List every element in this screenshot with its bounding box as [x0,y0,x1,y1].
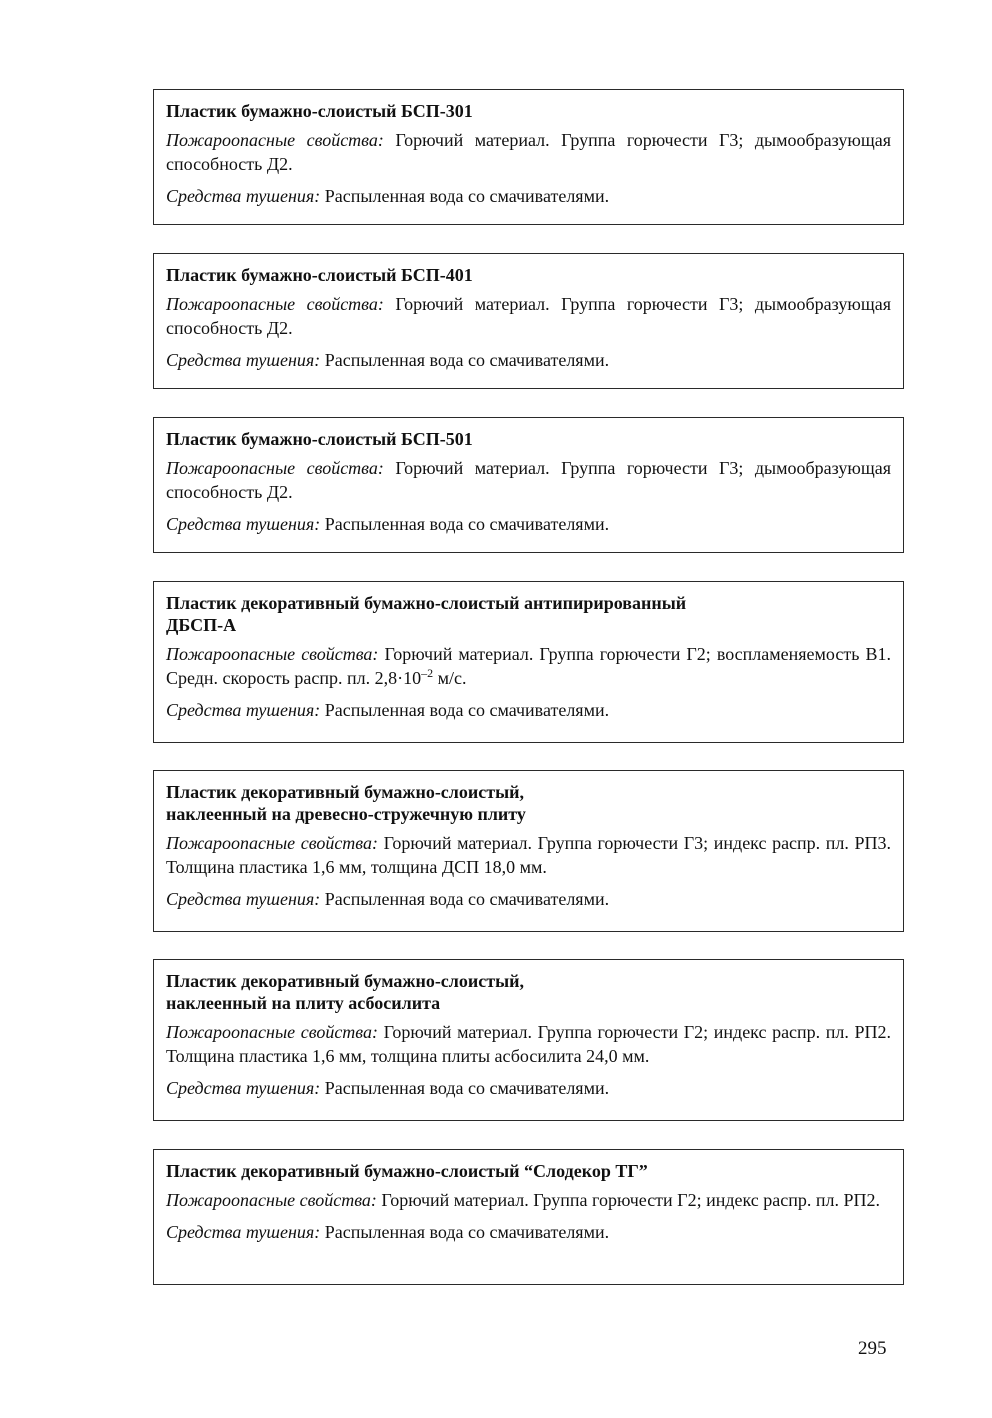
entry-title-line2: наклеенный на древесно-стружечную плиту [166,804,526,824]
extinguishing-means [166,348,891,372]
entry-title: Пластик бумажно-слоистый БСП-301 [166,101,473,121]
extinguishing-label: Средства тушения: [166,350,321,370]
fire-properties-label: Пожароопасные свойства: [166,833,378,853]
entry-decorative-on-chipboard [153,770,904,932]
entry-title [166,592,891,636]
exponent: –2 [421,666,434,680]
entry-title-line1: Пластик декоративный бумажно-слоистый, [166,782,525,802]
fire-properties-unit: м/с. [433,668,467,688]
extinguishing-label: Средства тушения: [166,889,321,909]
fire-properties-text: Горючий материал. Группа горючести Г3; индекс распр. пл. РП3. Толщина пластика 1,6 мм, толщина ДСП 18,0 мм. [166,833,891,877]
fire-properties [166,642,891,690]
extinguishing-label: Средства тушения: [166,186,321,206]
fire-properties [166,128,891,176]
entry-bsp-501 [153,417,904,553]
extinguishing-means [166,1076,891,1100]
entry-title: Пластик декоративный бумажно-слоистый “Слодекор ТГ” [166,1161,648,1181]
fire-properties-text: Горючий материал. Группа горючести Г3; дымообразующая способность Д2. [166,458,891,502]
fire-properties-text: Горючий материал. Группа горючести Г2; индекс распр. пл. РП2. Толщина пластика 1,6 мм, толщина плиты асбосилита 24,0 мм. [166,1022,891,1066]
fire-properties-text: Горючий материал. Группа горючести Г3; дымообразующая способность Д2. [166,294,891,338]
extinguishing-means [166,184,891,208]
fire-properties [166,831,891,879]
fire-properties-text: Горючий материал. Группа горючести Г2; индекс распр. пл. РП2. [376,1190,881,1210]
fire-properties-label: Пожароопасные свойства: [166,130,384,150]
extinguishing-label: Средства тушения: [166,514,321,534]
extinguishing-text: Распыленная вода со смачивателями. [320,350,610,370]
fire-properties-text: Горючий материал. Группа горючести Г3; дымообразующая способность Д2. [166,130,891,174]
fire-properties-label: Пожароопасные свойства: [166,1022,378,1042]
extinguishing-text: Распыленная вода со смачивателями. [320,700,610,720]
page-number: 295 [858,1338,887,1359]
fire-properties-label: Пожароопасные свойства: [166,458,384,478]
entry-bsp-401 [153,253,904,389]
fire-properties-label: Пожароопасные свойства: [166,1190,377,1210]
fire-properties [166,456,891,504]
entry-title: Пластик бумажно-слоистый БСП-401 [166,265,473,285]
extinguishing-means [166,1220,891,1244]
extinguishing-text: Распыленная вода со смачивателями. [320,1222,610,1242]
entry-title [166,781,891,825]
extinguishing-text: Распыленная вода со смачивателями. [320,1078,610,1098]
entry-decorative-on-asbosilite [153,959,904,1121]
entry-dbsp-a [153,581,904,743]
entry-title-line2: наклеенный на плиту асбосилита [166,993,441,1013]
entry-title-line2: ДБСП-А [166,615,237,635]
fire-properties [166,1020,891,1068]
extinguishing-label: Средства тушения: [166,700,321,720]
entry-title-line1: Пластик декоративный бумажно-слоистый антипирированный [166,593,687,613]
fire-properties [166,1188,891,1212]
fire-properties-label: Пожароопасные свойства: [166,644,379,664]
entry-slodekor-tg [153,1149,904,1285]
extinguishing-text: Распыленная вода со смачивателями. [320,889,610,909]
fire-properties-label: Пожароопасные свойства: [166,294,384,314]
fire-properties-text: Горючий материал. Группа горючести Г2; воспламеняемость В1. Средн. скорость распр. пл. 2,8·10 [166,644,891,688]
fire-properties [166,292,891,340]
extinguishing-label: Средства тушения: [166,1222,321,1242]
extinguishing-text: Распыленная вода со смачивателями. [320,186,610,206]
extinguishing-means [166,887,891,911]
extinguishing-label: Средства тушения: [166,1078,321,1098]
entry-bsp-301 [153,89,904,225]
extinguishing-text: Распыленная вода со смачивателями. [320,514,610,534]
extinguishing-means [166,512,891,536]
entry-title-line1: Пластик декоративный бумажно-слоистый, [166,971,525,991]
entry-title [166,970,891,1014]
extinguishing-means [166,698,891,722]
entry-title: Пластик бумажно-слоистый БСП-501 [166,429,473,449]
